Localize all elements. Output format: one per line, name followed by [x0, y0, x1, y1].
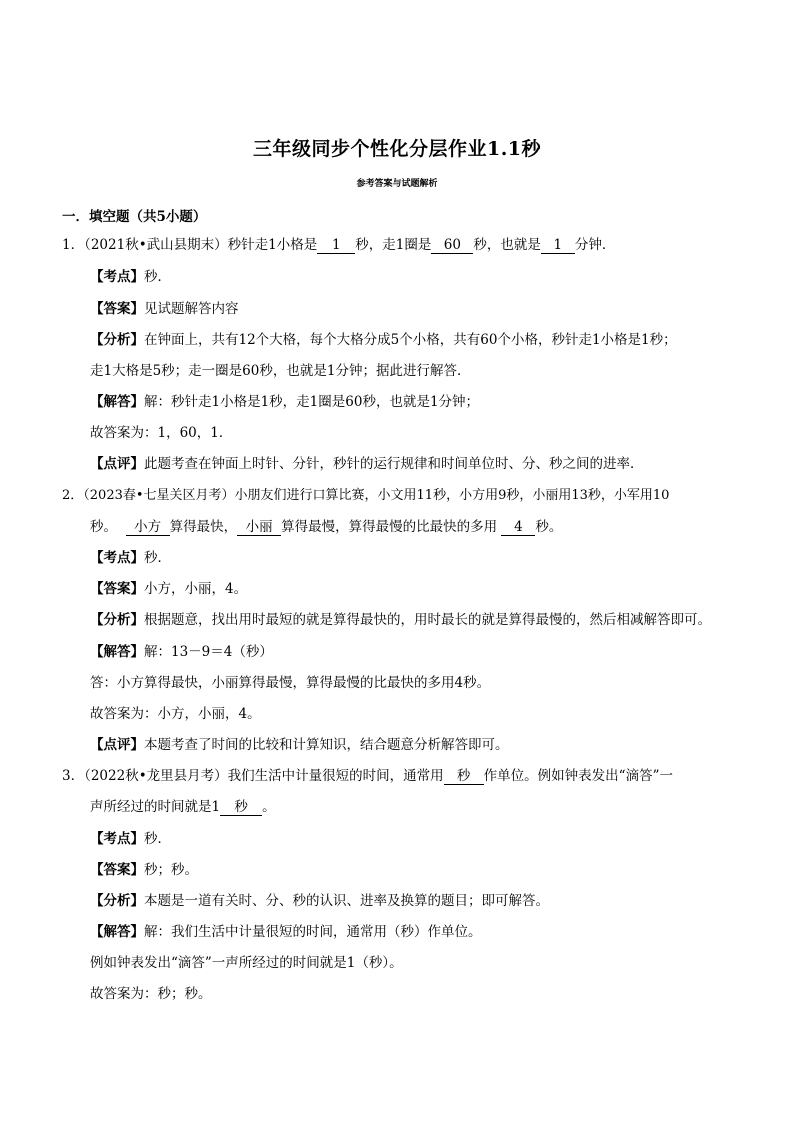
question-2-stem: 2．（2023春•七星关区月考）小朋友们进行口算比赛，小文用11秒，小方用9秒，小丽用13秒，小军用10 — [62, 488, 670, 503]
q2-analysis — [90, 611, 711, 629]
page-title: 三年级同步个性化分层作业1.1秒 — [252, 138, 542, 160]
q3-answer-text: 秒；秒。 — [144, 862, 198, 878]
q1-analysis-tag: 【分析】 — [90, 332, 144, 348]
q2-solution-tag: 【解答】 — [90, 644, 144, 660]
question-3-stem — [62, 767, 673, 785]
q1-kaodian — [90, 268, 171, 286]
q2-solution-text: 解：13－9＝4（秒） — [144, 644, 273, 660]
q3-kaodian-tag: 【考点】 — [90, 831, 144, 847]
q2-text-4: 算得最慢，算得最慢的比最快的多用 — [281, 519, 498, 535]
q1-answer — [90, 300, 239, 318]
q2-answer — [90, 580, 247, 598]
q3-kaodian — [90, 830, 171, 848]
q1-blank-1: 1 — [317, 238, 355, 254]
q1-analysis-text-1: 在钟面上，共有12个大格，每个大格分成5个小格，共有60个小格，秒针走1小格是1秒； — [144, 332, 677, 348]
q3-analysis — [90, 892, 549, 910]
q3-text-3: 声所经过的时间就是1 — [90, 799, 221, 815]
q1-final-answer: 故答案为：1，60，1． — [90, 425, 233, 441]
q2-kaodian — [90, 549, 171, 567]
q2-text-2: 秒。 — [90, 519, 117, 535]
q3-text-1: 3．（2022秋•龙里县月考）我们生活中计量很短的时间，通常用 — [62, 768, 444, 784]
q1-solution-tag: 【解答】 — [90, 394, 144, 410]
q1-text-3: 秒，也就是 — [473, 237, 541, 253]
q2-answer-text: 小方，小丽，4。 — [144, 581, 248, 597]
q3-analysis-text: 本题是一道有关时、分、秒的认识、进率及换算的题目；即可解答。 — [144, 893, 549, 909]
q2-blank-3: 4 — [501, 520, 535, 536]
q1-text-1: 1．（2021秋•武山县期末）秒针走1小格是 — [62, 237, 318, 253]
q1-text-2: 秒，走1圈是 — [355, 237, 432, 253]
q2-text-3: 算得最快， — [169, 519, 238, 535]
q2-comment-text: 本题考查了时间的比较和计算知识，结合题意分析解答即可。 — [144, 737, 509, 753]
q3-solution-tag: 【解答】 — [90, 924, 144, 940]
q3-text-2: 作单位。例如钟表发出“滴答”一 — [483, 768, 673, 784]
q1-blank-2: 60 — [431, 238, 473, 254]
q3-analysis-tag: 【分析】 — [90, 893, 144, 909]
q3-answer — [90, 861, 198, 879]
page-subtitle: 参考答案与试题解析 — [356, 179, 438, 189]
question-1-stem — [62, 236, 615, 254]
q3-final-answer: 故答案为：秒；秒。 — [90, 986, 212, 1002]
q2-kaodian-tag: 【考点】 — [90, 550, 144, 566]
q3-solution — [90, 923, 482, 941]
q1-answer-tag: 【答案】 — [90, 301, 144, 317]
q2-blank-2: 小丽 — [237, 520, 281, 536]
q2-comment — [90, 736, 509, 754]
q1-kaodian-text: 秒． — [144, 269, 171, 285]
q1-solution — [90, 393, 479, 411]
q2-answer-tag: 【答案】 — [90, 581, 144, 597]
q1-kaodian-tag: 【考点】 — [90, 269, 144, 285]
q3-answer-tag: 【答案】 — [90, 862, 144, 878]
q3-kaodian-text: 秒． — [144, 831, 171, 847]
question-2-stem-cont — [90, 518, 562, 536]
q1-solution-text: 解：秒针走1小格是1秒，走1圈是60秒，也就是1分钟； — [144, 394, 480, 410]
q1-analysis — [90, 331, 677, 349]
q2-comment-tag: 【点评】 — [90, 737, 144, 753]
question-3-stem-cont — [90, 798, 276, 816]
q3-solution-example: 例如钟表发出“滴答”一声所经过的时间就是1（秒）。 — [90, 955, 403, 971]
q3-blank-1: 秒 — [444, 769, 484, 785]
q1-comment-text: 此题考查在钟面上时针、分针，秒针的运行规律和时间单位时、分、秒之间的进率． — [144, 456, 644, 472]
q2-final-answer: 故答案为：小方，小丽，4。 — [90, 706, 261, 722]
q2-blank-1: 小方 — [126, 520, 170, 536]
q2-analysis-tag: 【分析】 — [90, 612, 144, 628]
q1-comment — [90, 455, 644, 473]
q3-blank-2: 秒 — [220, 800, 262, 816]
q2-analysis-text: 根据题意，找出用时最短的就是算得最快的，用时最长的就是算得最慢的，然后相减解答即可。 — [144, 612, 711, 628]
section-heading: 一．填空题（共5小题） — [62, 209, 207, 225]
q2-kaodian-text: 秒． — [144, 550, 171, 566]
q1-answer-text: 见试题解答内容 — [144, 301, 239, 317]
q3-solution-text: 解：我们生活中计量很短的时间，通常用（秒）作单位。 — [144, 924, 482, 940]
q1-blank-3: 1 — [541, 238, 575, 254]
q1-text-4: 分钟． — [574, 237, 616, 253]
q3-text-4: 。 — [262, 799, 276, 815]
q2-solution-answer: 答：小方算得最快，小丽算得最慢，算得最慢的比最快的多用4秒。 — [90, 675, 491, 691]
q2-solution — [90, 643, 273, 661]
q1-comment-tag: 【点评】 — [90, 456, 144, 472]
q2-text-5: 秒。 — [535, 519, 563, 535]
q1-analysis-cont: 走1大格是5秒；走一圈是60秒，也就是1分钟；据此进行解答． — [90, 363, 471, 379]
